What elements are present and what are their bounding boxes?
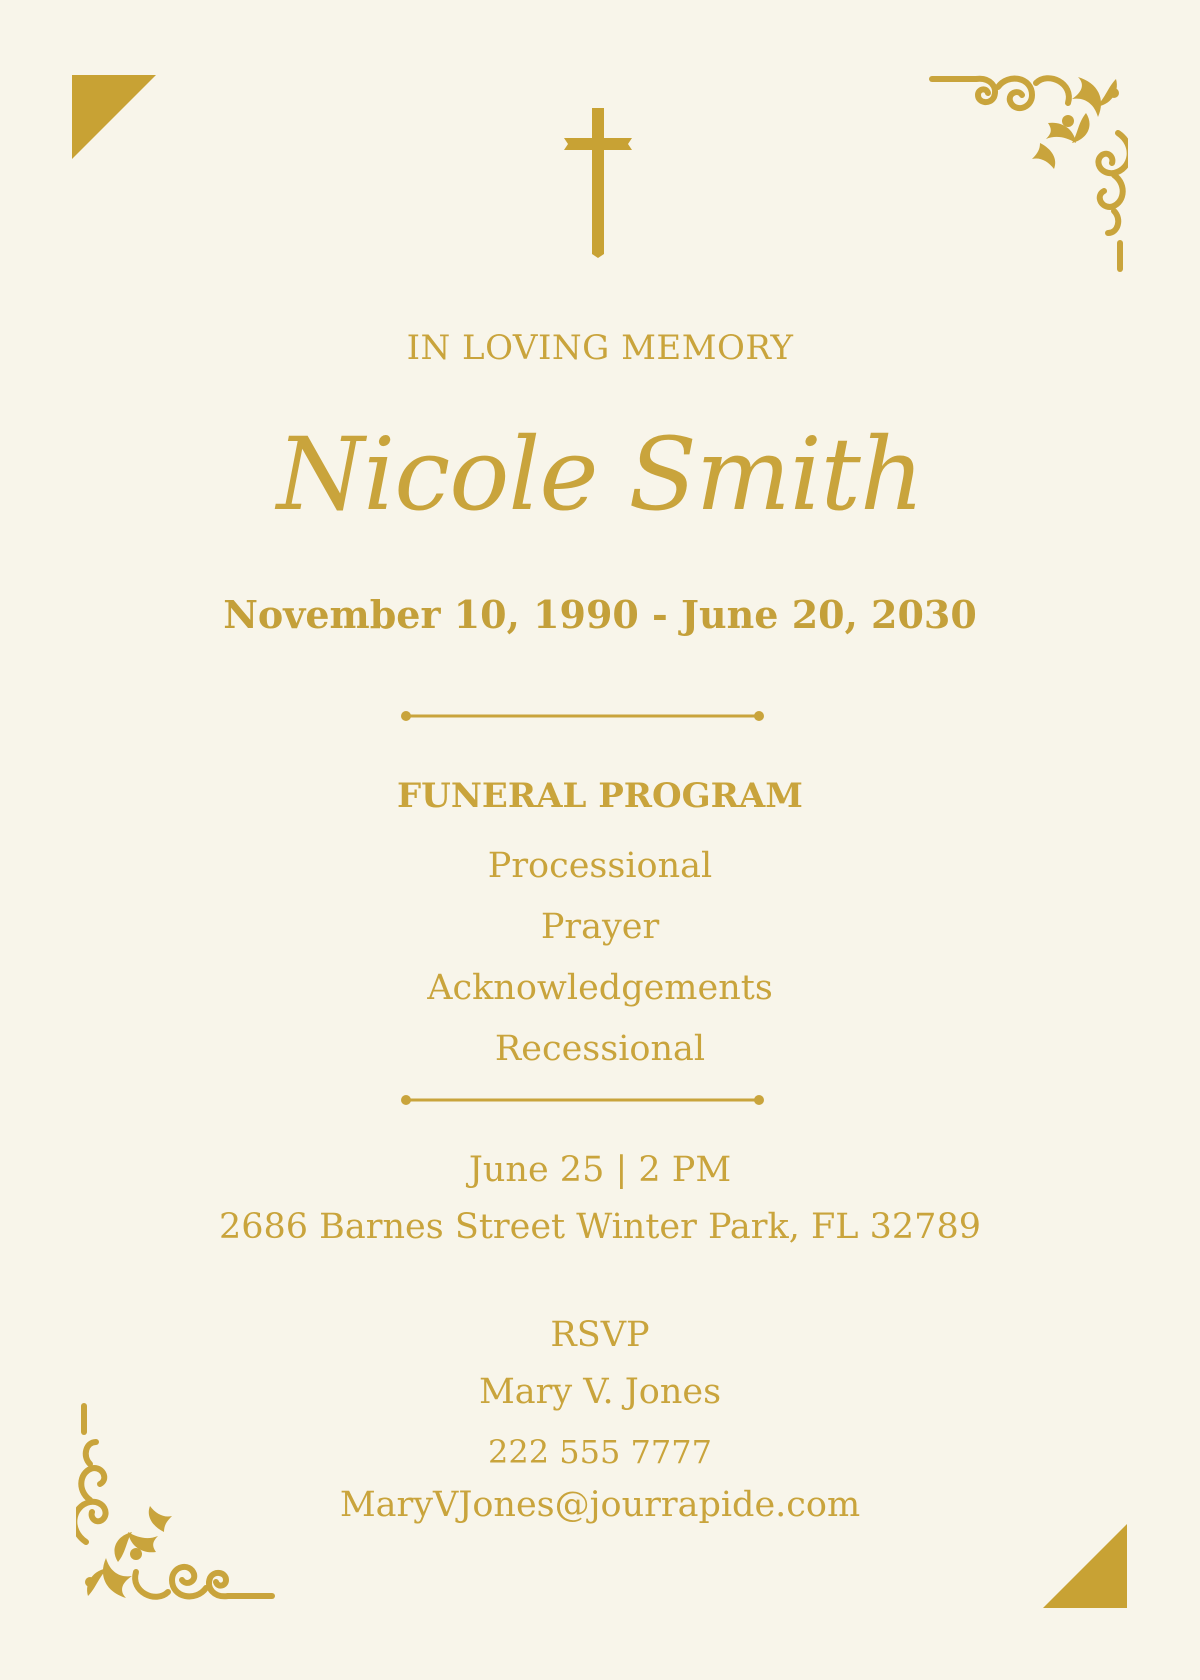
flourish-ornament-icon — [928, 73, 1128, 273]
list-item: Processional — [487, 846, 713, 886]
life-dates: November 10, 1990 - June 20, 2030 — [223, 592, 977, 637]
rsvp-name: Mary V. Jones — [478, 1372, 722, 1412]
rsvp-phone: 222 555 7777 — [488, 1433, 712, 1471]
event-address: 2686 Barnes Street Winter Park, FL 32789 — [218, 1207, 981, 1247]
list-item: Prayer — [540, 907, 660, 947]
list-item: Acknowledgements — [427, 968, 773, 1008]
program-list — [0, 836, 1200, 1080]
corner-triangle-top-left — [72, 75, 156, 159]
program-title: FUNERAL PROGRAM — [397, 776, 803, 816]
divider — [400, 710, 765, 722]
cross-icon — [560, 108, 636, 258]
deceased-name: Nicole Smith — [276, 416, 924, 533]
list-item: Recessional — [494, 1029, 706, 1069]
rsvp-label: RSVP — [550, 1315, 650, 1355]
memorial-tagline: IN LOVING MEMORY — [406, 328, 794, 368]
rsvp-email: MaryVJones@jourrapide.com — [339, 1485, 861, 1525]
divider — [400, 1094, 765, 1106]
event-time: June 25 | 2 PM — [468, 1150, 732, 1190]
corner-triangle-bottom-right — [1043, 1524, 1127, 1608]
